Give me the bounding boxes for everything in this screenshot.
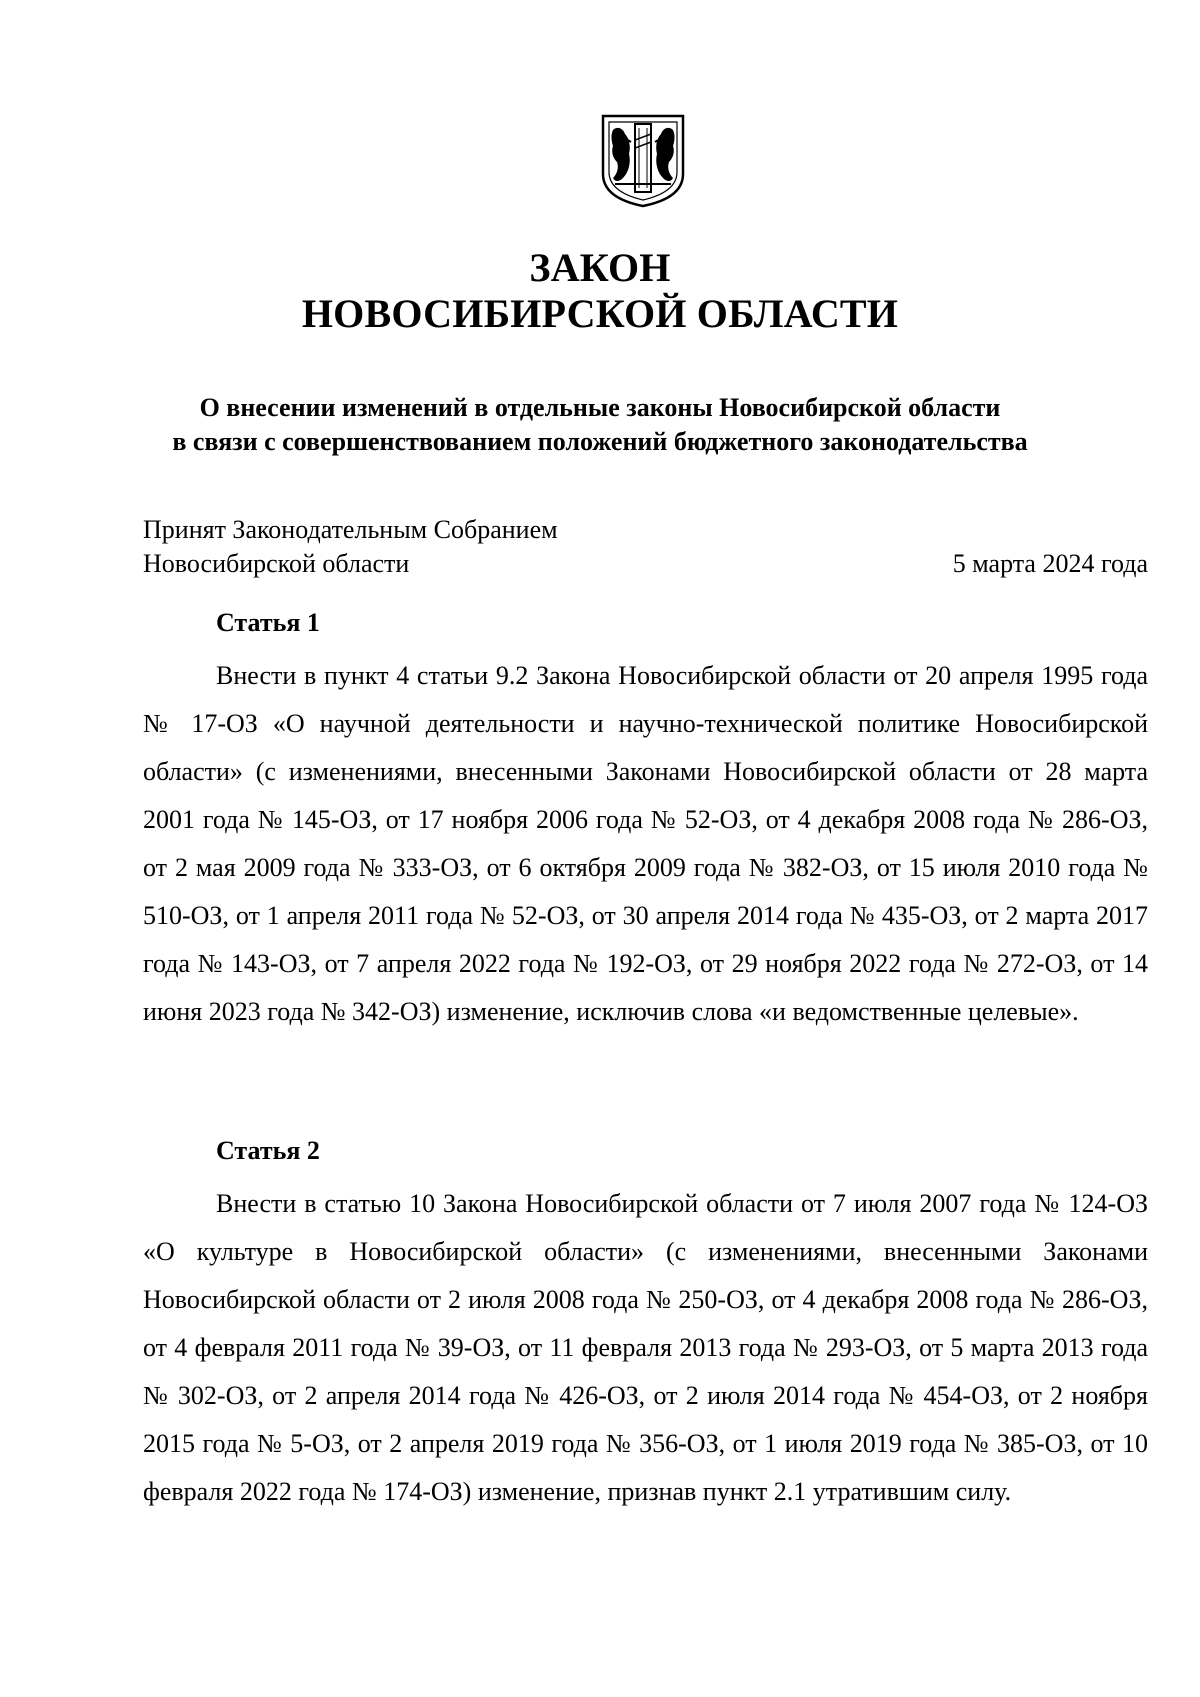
coat-of-arms-icon xyxy=(599,112,687,210)
adopted-by-line-1: Принят Законодательным Собранием xyxy=(143,515,558,544)
article-1-text: Внести в пункт 4 статьи 9.2 Закона Новосибирской области от 20 апреля 1995 года № 17-ОЗ «О научной деятельности и научно-технической политике Новосибирской области» (с изменениями, внесенными Законами Новосибирской области от 28 марта 2001 года № 145-ОЗ, от 17 ноября 2006 года № 52-ОЗ, от 4 декабря 2008 года № 286-ОЗ, от 2 мая 2009 года № 333-ОЗ, от 6 октября 2009 года № 382-ОЗ, от 15 июля 2010 года № 510-ОЗ, от 1 апреля 2011 года № 52-ОЗ, от 30 апреля 2014 года № 435-ОЗ, от 2 марта 2017 года № 143-ОЗ, от 7 апреля 2022 года № 192-ОЗ, от 29 ноября 2022 года № 272-ОЗ, от 14 июня 2023 года № 342-ОЗ) изменение, исключив слова «и ведомственные целевые». xyxy=(143,661,1148,1026)
article-1-heading: Статья 1 xyxy=(216,608,320,637)
document-subtitle-line-2: в связи с совершенствованием положений бюджетного законодательства xyxy=(172,427,1028,456)
document-subtitle-line-1: О внесении изменений в отдельные законы Новосибирской области xyxy=(199,393,1001,422)
adopted-by-line-2: Новосибирской области xyxy=(143,549,410,578)
adoption-date: 5 марта 2024 года xyxy=(952,549,1148,578)
article-2-heading: Статья 2 xyxy=(216,1136,320,1165)
document-title-line-1: ЗАКОН xyxy=(529,245,671,290)
article-2-text: Внести в статью 10 Закона Новосибирской области от 7 июля 2007 года № 124-ОЗ «О культуре в Новосибирской области» (с изменениями, внесенными Законами Новосибирской области от 2 июля 2008 года № 250-ОЗ, от 4 декабря 2008 года № 286-ОЗ, от 4 февраля 2011 года № 39-ОЗ, от 11 февраля 2013 года № 293-ОЗ, от 5 марта 2013 года № 302-ОЗ, от 2 апреля 2014 года № 426-ОЗ, от 2 июля 2014 года № 454-ОЗ, от 2 ноября 2015 года № 5-ОЗ, от 2 апреля 2019 года № 356-ОЗ, от 1 июля 2019 года № 385-ОЗ, от 10 февраля 2022 года № 174-ОЗ) изменение, признав пункт 2.1 утратившим силу. xyxy=(143,1189,1148,1506)
document-title-line-2: НОВОСИБИРСКОЙ ОБЛАСТИ xyxy=(301,291,899,336)
